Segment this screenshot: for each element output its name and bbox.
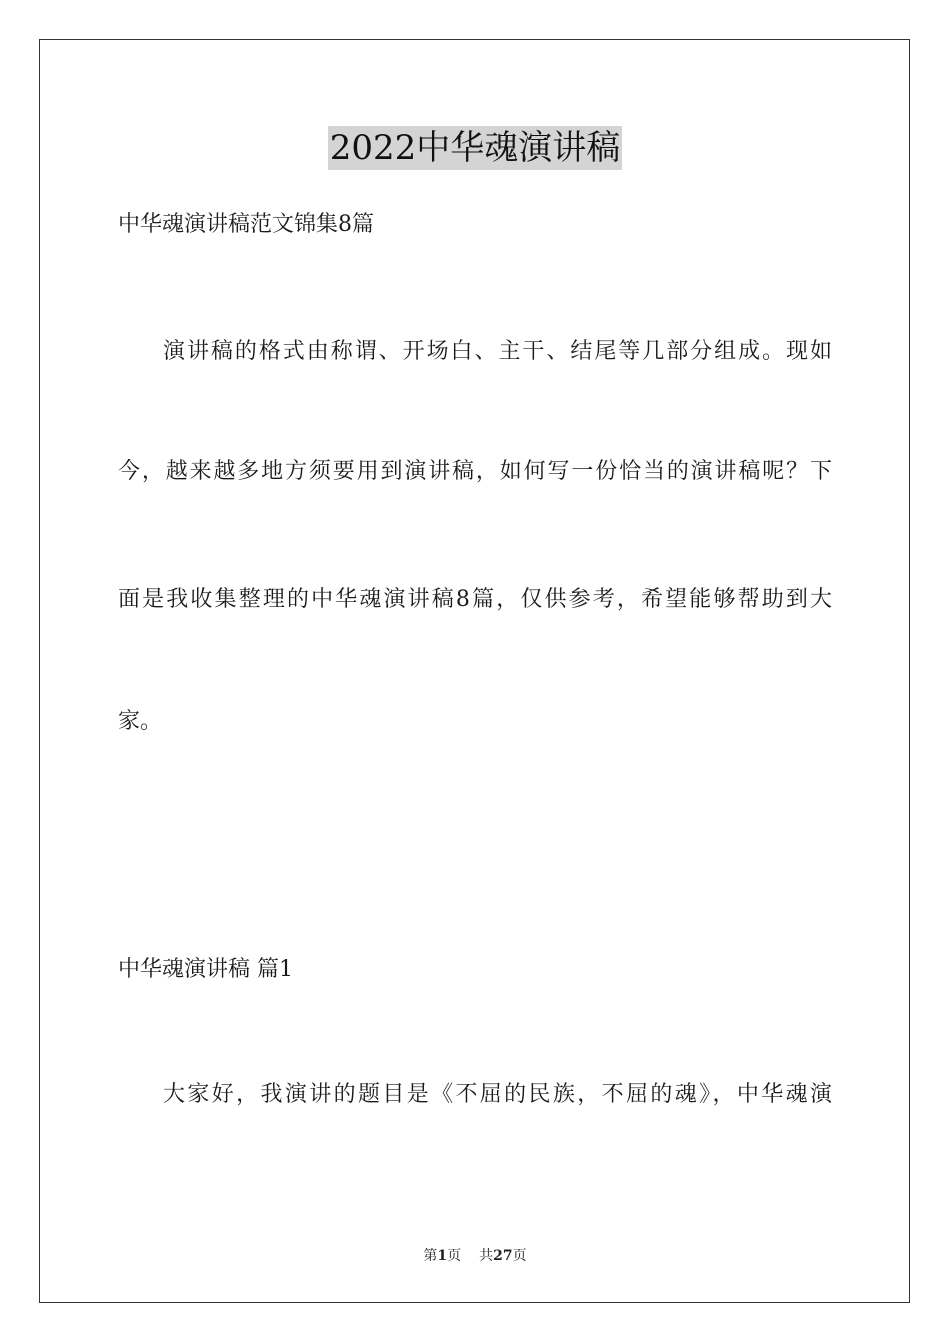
footer-page-current: 1 (437, 1248, 448, 1264)
section-first-line: 大家好，我演讲的题目是《不屈的民族，不屈的魂》，中华魂演 (163, 1082, 832, 1107)
footer-page-unit: 页 (447, 1248, 462, 1264)
footer-total-unit: 页 (512, 1248, 527, 1264)
intro-line-4: 家。 (118, 709, 163, 734)
section-heading: 中华魂演讲稿 篇1 (118, 957, 293, 982)
footer-page-total: 27 (493, 1248, 513, 1264)
footer-total-prefix: 共 (479, 1248, 494, 1264)
page-footer (0, 1246, 950, 1266)
intro-line-1: 演讲稿的格式由称谓、开场白、主干、结尾等几部分组成。现如 (163, 339, 832, 364)
title-container (0, 126, 950, 170)
intro-line-3: 面是我收集整理的中华魂演讲稿8篇，仅供参考，希望能够帮助到大 (118, 587, 832, 612)
footer-page-prefix: 第 (423, 1248, 438, 1264)
document-title: 2022中华魂演讲稿 (329, 128, 621, 168)
document-subtitle: 中华魂演讲稿范文锦集8篇 (118, 212, 374, 237)
intro-line-2: 今，越来越多地方须要用到演讲稿，如何写一份恰当的演讲稿呢？下 (118, 459, 832, 484)
